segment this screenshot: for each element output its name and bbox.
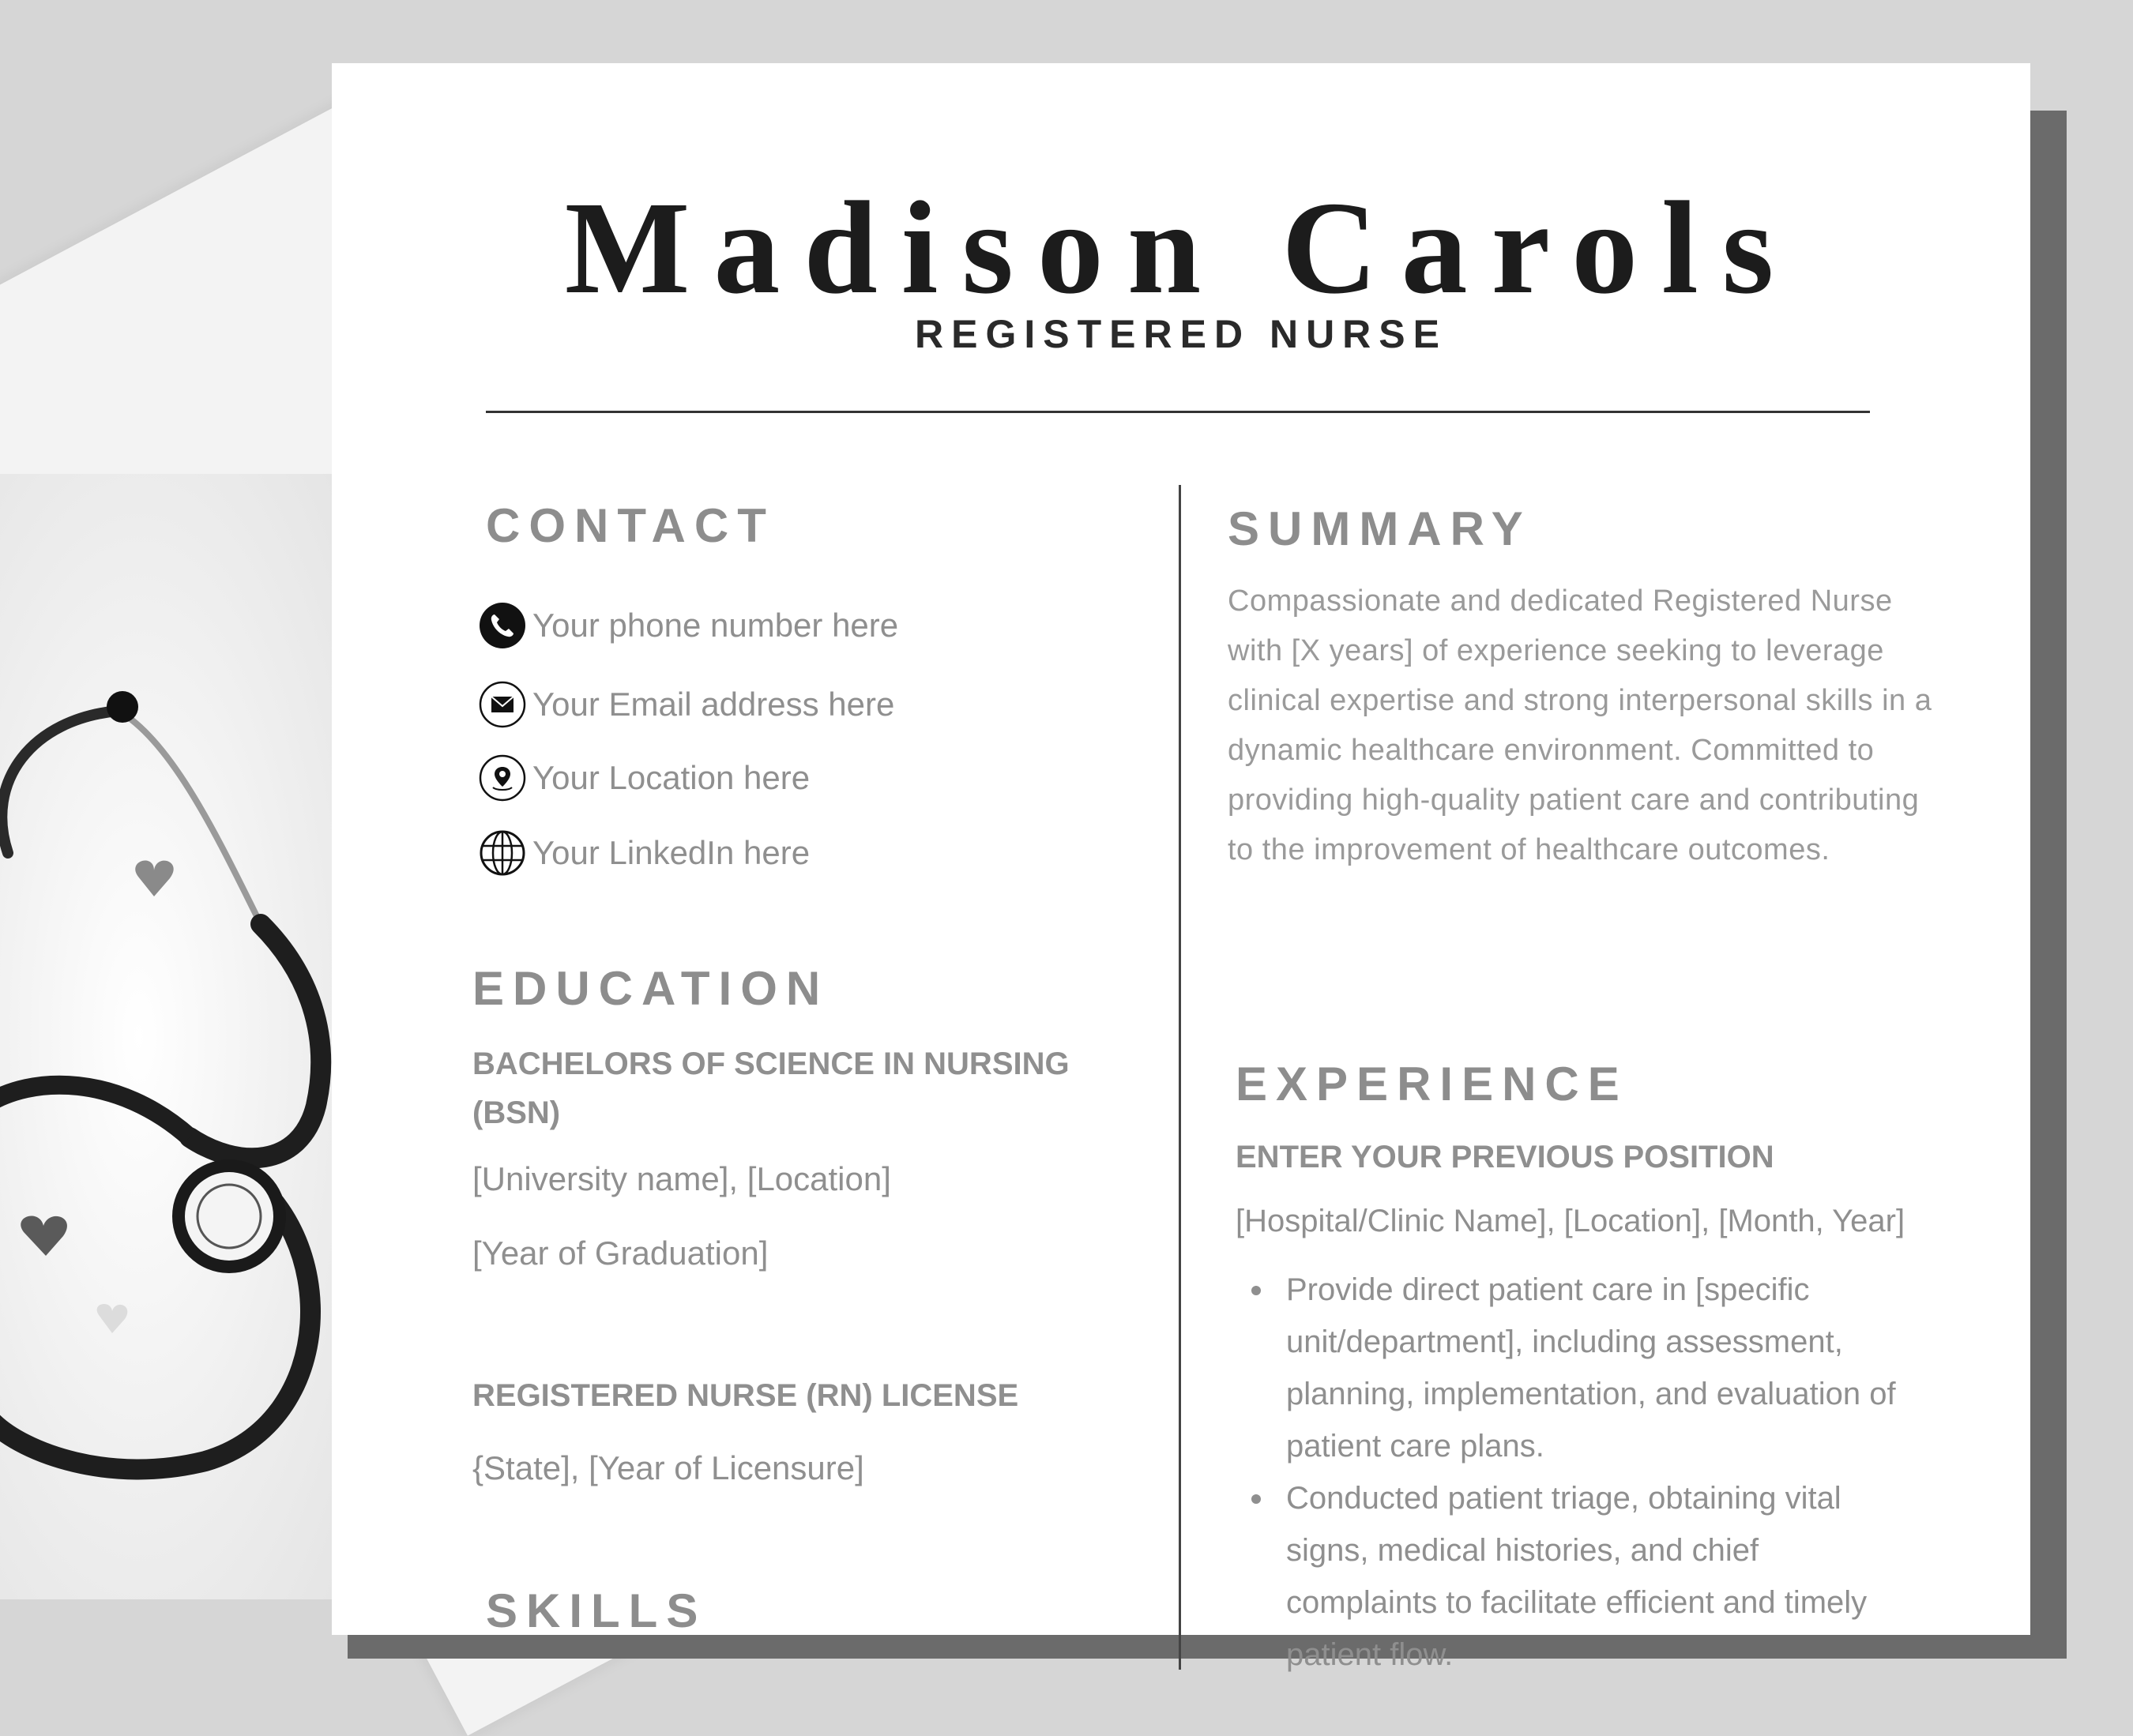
graduation-text: [Year of Graduation] <box>472 1234 769 1272</box>
license-title: REGISTERED NURSE (RN) LICENSE <box>472 1378 1019 1413</box>
column-divider <box>1179 485 1181 1670</box>
degree-line-2: (BSN) <box>472 1095 561 1130</box>
globe-icon <box>479 829 526 877</box>
contact-linkedin <box>479 829 810 877</box>
contact-location-text: Your Location here <box>532 759 811 796</box>
contact-location <box>479 754 810 802</box>
email-icon <box>479 681 526 728</box>
experience-bullet: Provide direct patient care in [specific unit/department], including assessment, planning, implementation, and evaluation of patient care plans. <box>1240 1264 1904 1472</box>
university-text: [University name], [Location] <box>472 1160 891 1197</box>
summary-text: Compassionate and dedicated Registered Nurse with [X years] of experience seeking to leverage clinical expertise and strong interpersonal skills in a dynamic healthcare environment. Committed to providing high-quality patient care and contributing to the improvement of healthcare outcomes. <box>1228 584 1932 866</box>
experience-bullets <box>1240 1264 1904 1681</box>
contact-title: CONTACT <box>486 499 775 552</box>
experience-bullet: Conducted patient triage, obtaining vital signs, medical histories, and chief complaints to facilitate efficient and timely patient flow. <box>1240 1472 1904 1681</box>
position-title: ENTER YOUR PREVIOUS POSITION <box>1236 1140 1774 1174</box>
employer-text: [Hospital/Clinic Name], [Location], [Month, Year] <box>1236 1204 1905 1238</box>
degree-line-1: BACHELORS OF SCIENCE IN NURSING <box>472 1046 1070 1081</box>
phone-icon <box>479 602 526 649</box>
stethoscope-image <box>0 663 348 1516</box>
license-detail: {State], [Year of Licensure] <box>472 1449 864 1486</box>
experience-title: EXPERIENCE <box>1236 1058 1628 1110</box>
skills-title: SKILLS <box>486 1584 707 1637</box>
degree-title <box>472 1039 1070 1137</box>
contact-phone <box>479 602 898 649</box>
resume-sheet <box>332 63 2030 1672</box>
summary-title: SUMMARY <box>1228 502 1532 555</box>
resume-name: Madison Carols <box>564 175 1798 321</box>
contact-email <box>479 681 894 728</box>
location-icon <box>479 754 526 802</box>
contact-email-text: Your Email address here <box>532 686 895 723</box>
contact-linkedin-text: Your LinkedIn here <box>532 834 811 871</box>
contact-phone-text: Your phone number here <box>532 607 899 644</box>
education-title: EDUCATION <box>472 962 830 1015</box>
resume-role: REGISTERED NURSE <box>915 312 1447 356</box>
header-divider <box>486 411 1870 413</box>
